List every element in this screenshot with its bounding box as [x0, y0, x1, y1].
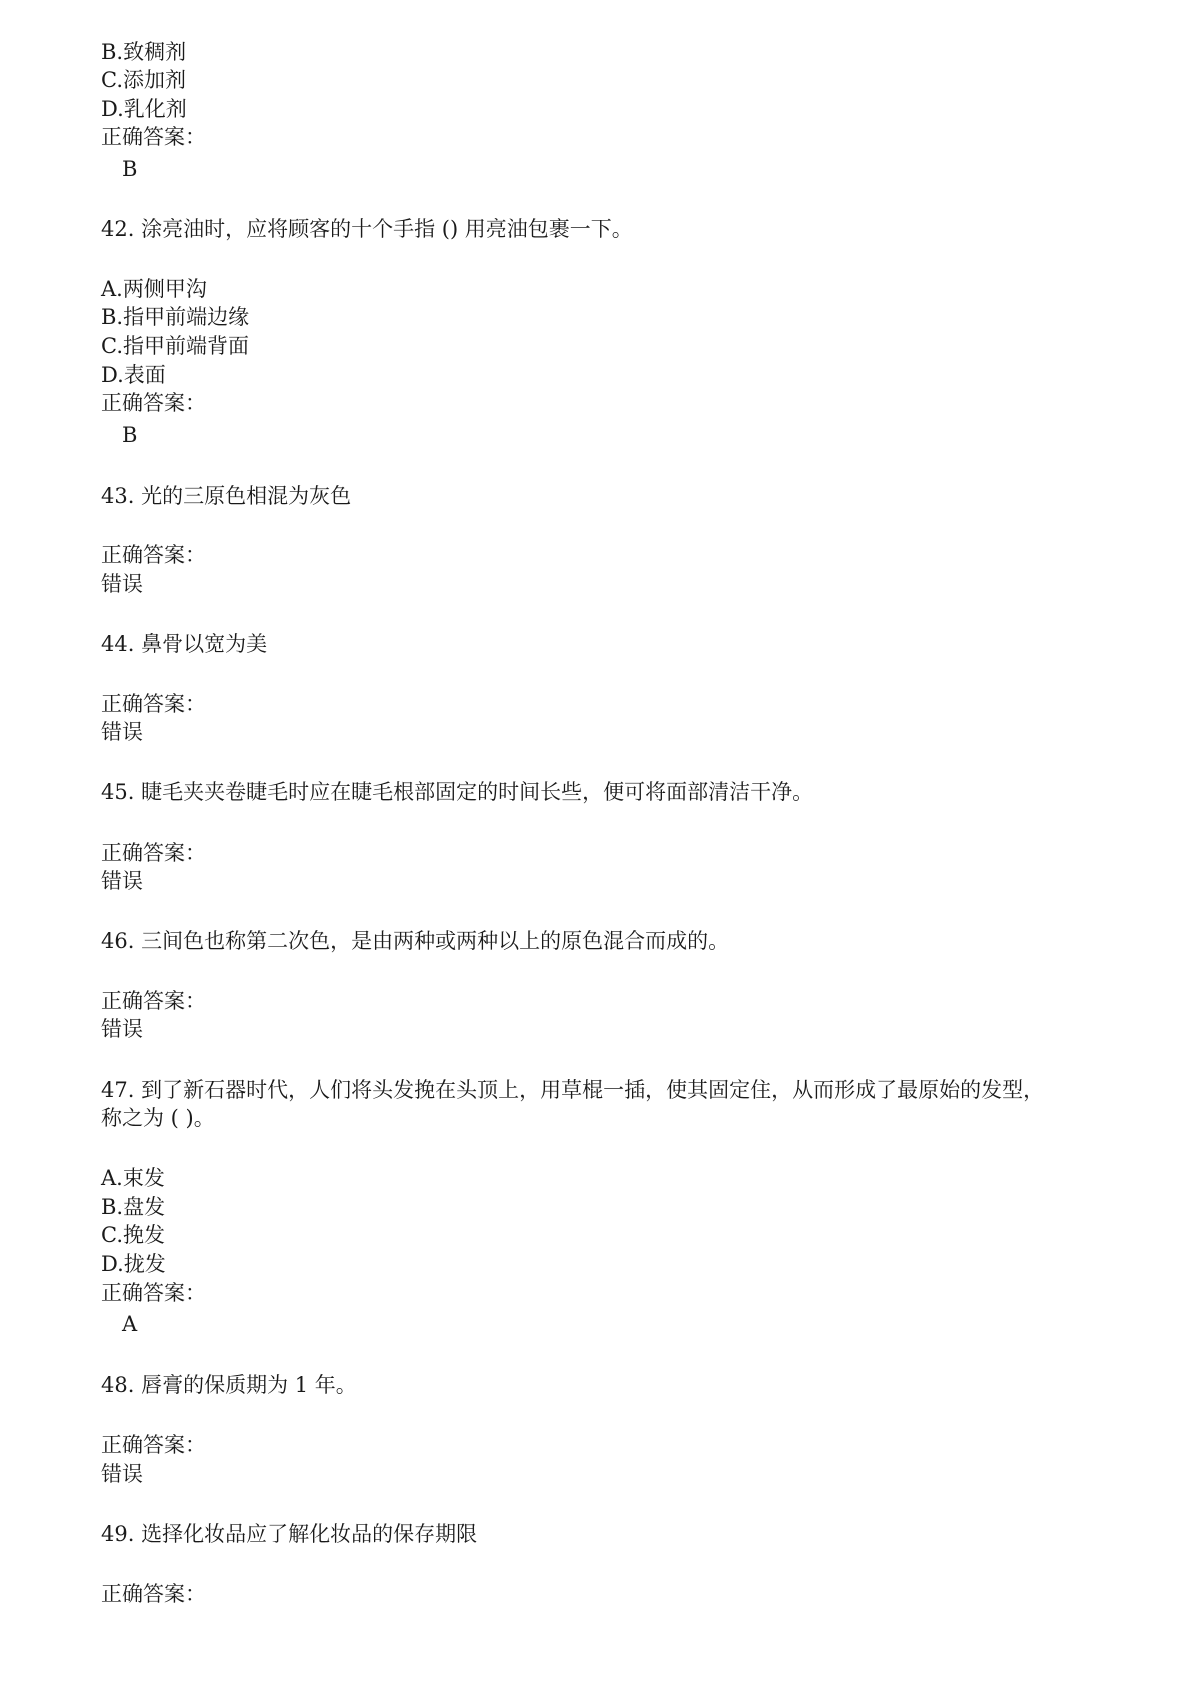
q41-answer-label: 正确答案： — [101, 125, 206, 149]
q47-answer-label: 正确答案： — [101, 1281, 206, 1305]
q46-answer-label: 正确答案： — [101, 989, 206, 1013]
q45-answer-label: 正确答案： — [101, 841, 206, 865]
q46-question: 46. 三间色也称第二次色，是由两种或两种以上的原色混合而成的。 — [101, 929, 730, 953]
q48-answer-label: 正确答案： — [101, 1433, 206, 1457]
q42-question: 42. 涂亮油时，应将顾客的十个手指 () 用亮油包裹一下。 — [101, 217, 633, 241]
q43-answer-label: 正确答案： — [101, 543, 206, 567]
q48-answer: 错误 — [101, 1462, 143, 1486]
q41-option-d: D.乳化剂 — [101, 97, 187, 121]
q47-option-b: B.盘发 — [101, 1195, 166, 1219]
q45-question: 45. 睫毛夹夹卷睫毛时应在睫毛根部固定的时间长些，便可将面部清洁干净。 — [101, 780, 814, 804]
q47-option-c: C.挽发 — [101, 1223, 165, 1247]
q44-answer-label: 正确答案： — [101, 692, 206, 716]
q42-answer-label: 正确答案： — [101, 391, 206, 415]
q42-answer: B — [122, 423, 138, 447]
q47-answer: A — [122, 1312, 138, 1336]
q42-option-b: B.指甲前端边缘 — [101, 305, 250, 329]
q44-answer: 错误 — [101, 720, 143, 744]
q43-answer: 错误 — [101, 572, 143, 596]
q48-question: 48. 唇膏的保质期为 1 年。 — [101, 1373, 357, 1397]
q44-question: 44. 鼻骨以宽为美 — [101, 632, 268, 656]
q45-answer: 错误 — [101, 869, 143, 893]
q47-option-a: A.束发 — [101, 1166, 165, 1190]
q41-option-b: B.致稠剂 — [101, 40, 187, 64]
q47-question-line2: 称之为 ( )。 — [101, 1106, 215, 1130]
q49-answer-label: 正确答案： — [101, 1582, 206, 1606]
q42-option-d: D.表面 — [101, 363, 166, 387]
q47-option-d: D.拢发 — [101, 1252, 166, 1276]
q41-option-c: C.添加剂 — [101, 68, 186, 92]
q43-question: 43. 光的三原色相混为灰色 — [101, 484, 352, 508]
q47-question-line1: 47. 到了新石器时代，人们将头发挽在头顶上，用草棍一插，使其固定住，从而形成了最原始的发型， — [101, 1078, 1045, 1102]
q42-option-c: C.指甲前端背面 — [101, 334, 249, 358]
q46-answer: 错误 — [101, 1017, 143, 1041]
q41-answer: B — [122, 157, 138, 181]
q49-question: 49. 选择化妆品应了解化妆品的保存期限 — [101, 1522, 478, 1546]
q42-option-a: A.两侧甲沟 — [101, 277, 207, 301]
